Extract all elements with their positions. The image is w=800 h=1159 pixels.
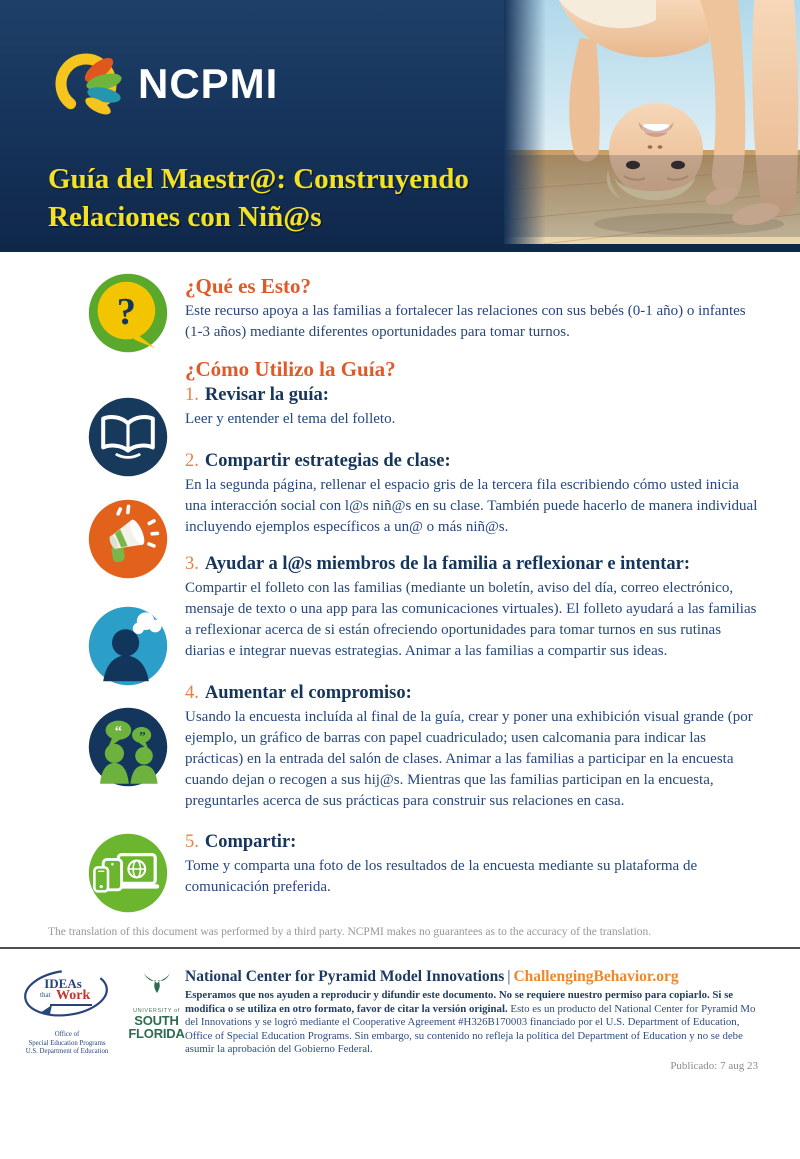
step-2-number: 2. <box>185 451 199 471</box>
photo-fade-edge <box>504 0 546 244</box>
step-5-title: Compartir: <box>204 832 297 852</box>
question-icon <box>88 273 168 353</box>
footer-legal-text <box>185 989 758 1057</box>
translation-disclaimer: The translation of this document was performed by a third party. NCPMI makes no guarantees as to the accuracy of the translation. <box>48 926 652 938</box>
footer <box>0 967 800 1072</box>
ideas-word: IDEAs <box>44 976 82 991</box>
footer-org-title <box>185 967 758 986</box>
footer-divider <box>0 947 800 949</box>
page-title-line2: Relaciones con Niñ@s <box>48 201 322 233</box>
section-step-1 <box>0 384 800 430</box>
step-1-heading <box>185 384 758 407</box>
usf-university-text: UNIVERSITY of <box>133 1008 180 1014</box>
step-2-heading <box>185 450 758 473</box>
talking-people-icon <box>88 707 168 787</box>
page-title <box>48 160 469 236</box>
step-3-number: 3. <box>185 554 199 574</box>
svg-text:?: ? <box>116 290 137 333</box>
ncpmi-logo <box>52 48 278 120</box>
section-step-4 <box>0 682 800 812</box>
usf-bull-icon <box>142 971 172 999</box>
header-banner <box>0 0 800 252</box>
section-step-5 <box>0 831 800 898</box>
guide-content <box>0 252 800 898</box>
person-icon <box>88 606 168 686</box>
step-2-body: En la segunda página, rellenar el espacio gris de la tercera fila escribiendo cómo usted inicia una interacción social con l@s niñ@s en su clase. También puede hacerlo de manera individual incluyendo ejemplos específicos a un@ o más niñ@s. <box>185 477 758 535</box>
title-band-overlay <box>504 155 800 237</box>
ncpmi-swirl-icon <box>52 48 124 120</box>
step-2-title: Compartir estrategias de clase: <box>204 451 451 471</box>
footer-separator: | <box>507 968 511 985</box>
step-5-number: 5. <box>185 832 199 852</box>
step-1-title: Revisar la guía: <box>204 385 329 405</box>
footer-logos <box>0 967 185 1072</box>
usf-logo <box>128 967 185 1040</box>
what-is-this-heading: ¿Qué es Esto? <box>185 274 311 298</box>
published-date: Publicado: 7 aug 23 <box>670 1059 758 1072</box>
step-4-heading <box>185 682 758 705</box>
footer-text-block <box>185 967 800 1072</box>
ideas-work-word: Work <box>56 988 91 1003</box>
ideas-that-work-logo <box>20 967 112 1057</box>
ideas-captions: Office of Special Education Programs U.S. Department of Education <box>25 1031 109 1055</box>
step-4-title: Aumentar el compromiso: <box>204 683 412 703</box>
section-what-is-this <box>0 274 800 343</box>
step-3-heading <box>185 553 758 576</box>
step-5-body: Tome y comparta una foto de los resultados de la encuesta mediante su plataforma de comunicación preferida. <box>185 858 698 895</box>
step-5-heading <box>185 831 758 854</box>
challenging-behavior-link[interactable]: ChallengingBehavior.org <box>513 968 679 985</box>
ideas-that-word: that <box>40 991 51 999</box>
devices-icon <box>88 833 168 913</box>
step-3-title: Ayudar a l@s miembros de la familia a reflexionar e intentar: <box>204 554 691 574</box>
what-is-this-body: Este recurso apoya a las familias a fortalecer las relaciones con sus bebés (0-1 año) o infantes (1-3 años) mediante diferentes oportunidades para tomar turnos. <box>185 303 746 340</box>
baby-photo <box>504 0 800 244</box>
step-1-body: Leer y entender el tema del folleto. <box>185 411 396 427</box>
section-how-to-use <box>0 357 800 382</box>
step-3-body: Compartir el folleto con las familias (mediante un boletín, aviso del día, correo electrónico, mensaje de texto o una app para las comunicaciones virtuales). El folleto ayudará a las familias a reflexionar acerca de si están ofreciendo oportunidades para tomar turnos en sus rutinas diarias e integrar nuevas estrategias. Animar a las familias a compartir sus ideas. <box>185 580 757 659</box>
section-step-3 <box>0 553 800 662</box>
svg-text:“: “ <box>114 723 123 740</box>
section-step-2 <box>0 450 800 538</box>
step-4-body: Usando la encuesta incluída al final de la guía, crear y poner una exhibición visual grande (por ejemplo, un gráfico de barras con papel cuadriculado; usen calcomania para indicar las prácticas) en la entrada del salón de clases. Animar a las familias a participar en la encuesta cuando dejan o recogen a sus hij@s. Mientras que las familias participan en la encuesta, preguntarles acerca de sus prácticas para construir sus relaciones en casa. <box>185 709 753 809</box>
step-4-number: 4. <box>185 683 199 703</box>
usf-south-text: SOUTH <box>134 1013 179 1028</box>
footer-legal-bold: Esperamos que nos ayuden a reproducir y difundir este documento. No se requiere nuestro permiso para copiarlo. Si se modifica o se utiliza en otro formato, favor de citar la versión original. <box>185 989 734 1015</box>
usf-florida-text: FLORIDA <box>128 1026 185 1041</box>
svg-text:”: ” <box>139 729 146 744</box>
step-1-number: 1. <box>185 385 199 405</box>
ncpmi-wordmark: NCPMI <box>138 60 279 107</box>
page-title-line1: Guía del Maestr@: Construyendo <box>48 163 469 195</box>
footer-org-name: National Center for Pyramid Model Innovations <box>185 968 505 985</box>
footer-legal-rest: Esto es un producto del National Center for Pyramid Mo del Innovations y se logró mediante el Cooperative Agreement #H326B170003 financiado por el U.S. Department of Education, Office of Special Education Programs. Sin embargo, su contenido no refleja la política del Department of Education y no se debe asumir la aprobación del Gobierno Federal. <box>185 1002 756 1056</box>
how-to-use-heading: ¿Cómo Utilizo la Guía? <box>185 357 396 381</box>
